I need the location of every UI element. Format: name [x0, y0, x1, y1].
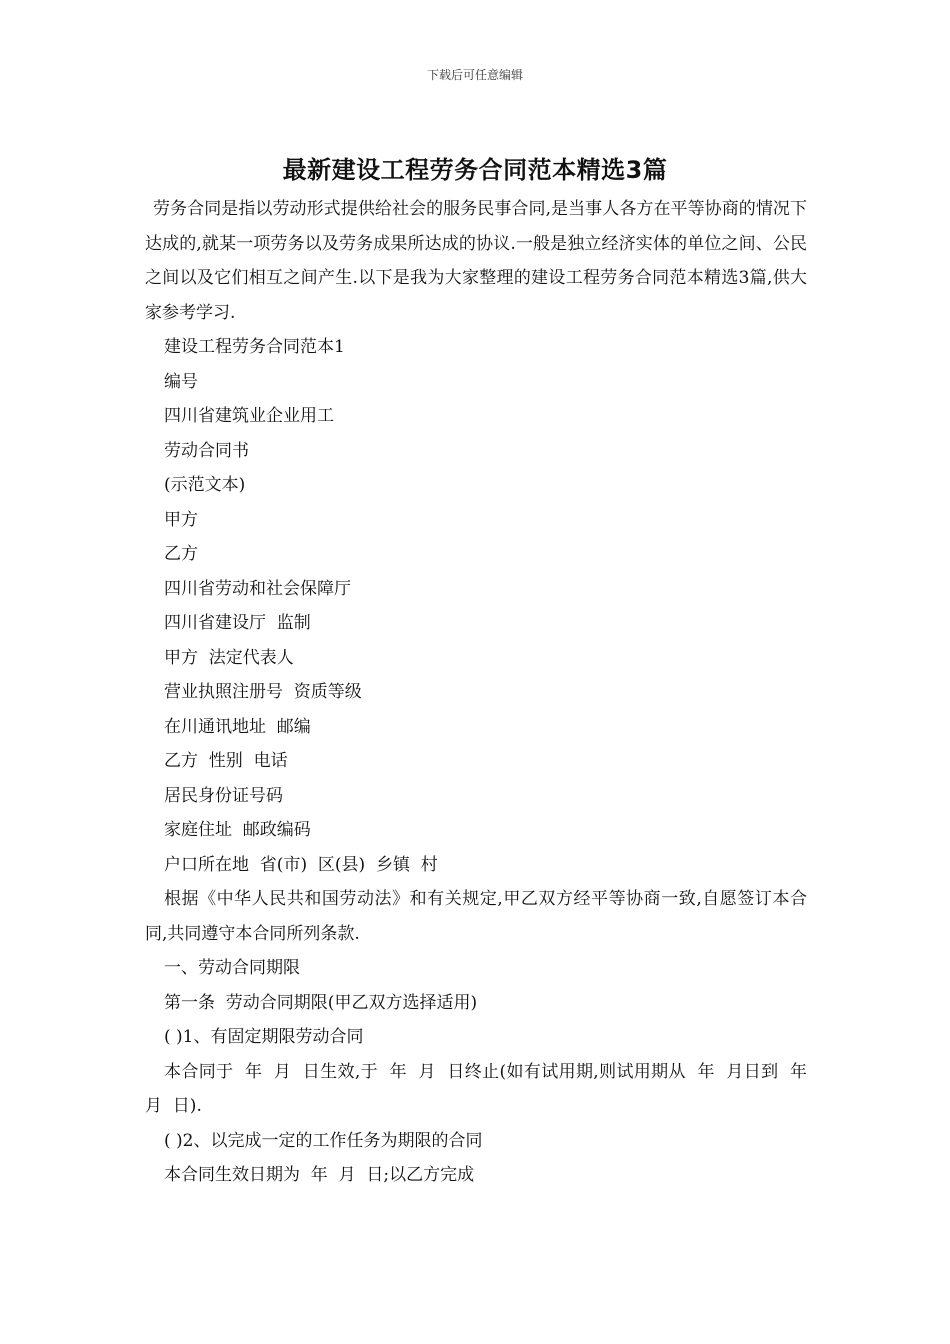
text-line: 家庭住址 邮政编码 [164, 820, 311, 840]
section-heading: 一、劳动合同期限 [164, 958, 300, 978]
body-paragraph: 根据《中华人民共和国劳动法》和有关规定,甲乙双方经平等协商一致,自愿签订本合同,共同遵守本合同所列条款. [145, 889, 807, 944]
text-line: 劳动合同书 [164, 440, 249, 461]
text-line: 四川省建筑业企业用工 [164, 406, 334, 426]
text-line: 甲方 法定代表人 [164, 647, 294, 668]
text-line: 居民身份证号码 [164, 785, 283, 806]
option-line: ( )1、有固定期限劳动合同 [164, 1027, 364, 1047]
option-line: ( )2、以完成一定的工作任务为期限的合同 [164, 1130, 483, 1151]
text-line: 户口所在地 省(市) 区(县) 乡镇 村 [164, 854, 438, 875]
intro-paragraph: 劳务合同是指以劳动形式提供给社会的服务民事合同,是当事人各方在平等协商的情况下达成的,就某一项劳务以及劳务成果所达成的协议.一般是独立经济实体的单位之间、公民之间以及它们相互之间产生.以下是我为大家整理的建设工程劳务合同范本精选3篇,供大家参考学习. [145, 199, 807, 323]
text-line: 四川省建设厅 监制 [164, 613, 311, 633]
text-line: 编号 [164, 371, 198, 392]
text-line: 甲方 [164, 509, 198, 530]
text-line: 乙方 性别 电话 [164, 751, 288, 771]
text-line: 在川通讯地址 邮编 [164, 716, 311, 737]
text-line: 营业执照注册号 资质等级 [164, 682, 362, 702]
document-title: 最新建设工程劳务合同范本精选3篇 [282, 156, 668, 184]
header-note: 下载后可任意编辑 [426, 68, 523, 82]
clause-heading: 第一条 劳动合同期限(甲乙双方选择适用) [164, 992, 478, 1013]
text-line: 乙方 [164, 544, 198, 564]
document-body [145, 192, 818, 1193]
text-line: (示范文本) [164, 475, 246, 495]
section-heading: 建设工程劳务合同范本1 [164, 337, 345, 357]
body-paragraph: 本合同于 年 月 日生效,于 年 月 日终止(如有试用期,则试用期从 年 月日到 年 月 日). [145, 1061, 818, 1116]
text-line: 四川省劳动和社会保障厅 [164, 578, 351, 599]
body-paragraph: 本合同生效日期为 年 月 日;以乙方完成 [164, 1165, 475, 1185]
